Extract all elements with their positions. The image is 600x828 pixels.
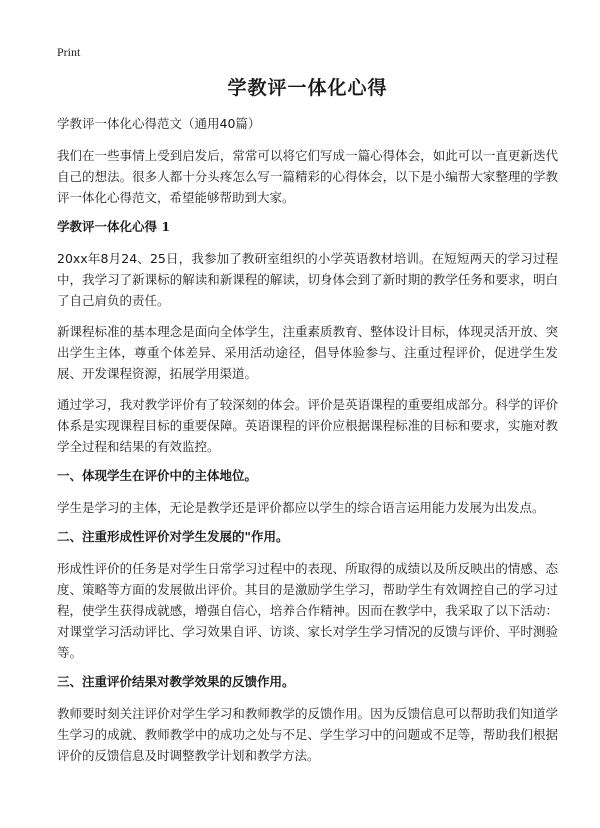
intro-paragraph: 我们在一些事情上受到启发后，常常可以将它们写成一篇心得体会，如此可以一直更新迭代自己的想法。很多人都十分头疼怎么写一篇精彩的心得体会，以下是小编帮大家整理的学教评一体化心得范文，希望能够帮助到大家。 [57,148,558,205]
body-paragraph-1: 20xx年8月24、25日，我参加了教研室组织的小学英语教材培训。在短短两天的学习过程中，我学习了新课标的解读和新课程的解读，切身体会到了新时期的教学任务和要求，明白了自己肩负的责任。 [57,251,558,308]
point-text-2: 形成性评价的任务是对学生日常学习过程中的表现、所取得的成绩以及所反映出的情感、态度、策略等方面的发展做出评价。其目的是激励学生学习，帮助学生有效调控自己的学习过程，使学生获得成就感，增强自信心，培养合作精神。因而在教学中，我采取了以下活动：对课堂学习活动评比、学习效果自评、访谈、家长对学生学习情况的反馈与评价、平时测验等。 [57,561,558,660]
print-link[interactable]: Print [57,45,81,59]
point-heading-2: 二、注重形成性评价对学生发展的"作用。 [57,529,289,544]
point-text-3: 教师要时刻关注评价对学生学习和教师教学的反馈作用。因为反馈信息可以帮助我们知道学生学习的成就、教师教学中的成功之处与不足、学生学习中的问题或不足等，帮助我们根据评价的反馈信息及时调整教学计划和教学方法。 [57,706,558,763]
point-heading-3: 三、注重评价结果对教学效果的反馈作用。 [57,674,295,689]
point-heading-1: 一、体现学生在评价中的主体地位。 [57,468,258,483]
body-paragraph-3: 通过学习，我对教学评价有了较深刻的体会。评价是英语课程的重要组成部分。科学的评价体系是实现课程目标的重要保障。英语课程的评价应根据课程标准的目标和要求，实施对教学全过程和结果的有效监控。 [57,397,558,454]
body-paragraph-2: 新课程标准的基本理念是面向全体学生，注重素质教育、整体设计目标，体现灵活开放、突出学生主体，尊重个体差异、采用活动途径，倡导体验参与、注重过程评价，促进学生发展、开发课程资源，拓展学用渠道。 [57,324,558,381]
page-title: 学教评一体化心得 [227,77,388,99]
section-heading: 学教评一体化心得 1 [57,219,171,234]
point-text-1: 学生是学习的主体，无论是教学还是评价都应以学生的综合语言运用能力发展为出发点。 [57,500,545,515]
document-subtitle: 学教评一体化心得范文（通用40篇） [57,116,261,131]
